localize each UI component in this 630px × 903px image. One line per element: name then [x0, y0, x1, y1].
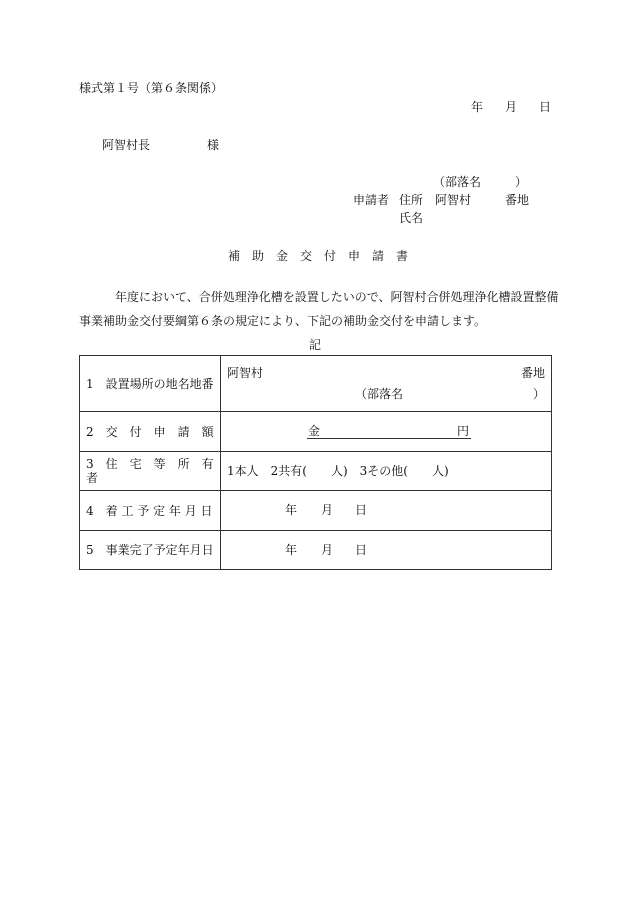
addressee-honorific: 様 — [207, 138, 220, 152]
addressee-mayor: 阿智村長 — [102, 138, 151, 152]
applicant-district-label: （部落名 — [433, 175, 482, 189]
row-label-owner: 3 住 宅 等 所 有 者 — [80, 452, 221, 491]
applicant-label: 申請者 — [353, 193, 390, 207]
start-date-day: 日 — [355, 503, 368, 517]
owner-value: 1本人 2共有( 人) 3その他( 人) — [221, 452, 552, 491]
location-village: 阿智村 — [227, 366, 264, 380]
document-title: 補 助 金 交 付 申 請 書 — [228, 249, 409, 263]
body-line-2: 事業補助金交付要綱第６条の規定により、下記の補助金交付を申請します。 — [79, 314, 487, 328]
end-date-month: 月 — [321, 543, 334, 557]
location-banchi: 番地 — [520, 366, 545, 380]
application-table — [79, 355, 552, 570]
start-date-cell — [221, 491, 552, 531]
ki-label: 記 — [309, 338, 322, 352]
date-year-label: 年 — [471, 100, 484, 114]
table-row — [80, 356, 552, 412]
amount-underline — [307, 424, 471, 439]
row-label-end-date: 5 事業完了予定年月日 — [80, 531, 221, 570]
table-row — [80, 452, 552, 491]
body-line-1: 年度において、合併処理浄化槽を設置したいので、阿智村合併処理浄化槽設置整備 — [115, 290, 559, 304]
applicant-address-village: 阿智村 — [435, 193, 472, 207]
row-label-amount: 2 交 付 申 請 額 — [80, 412, 221, 452]
start-date-year: 年 — [285, 503, 298, 517]
amount-value-cell — [221, 412, 552, 452]
amount-yen: 円 — [457, 424, 470, 438]
location-district-close: ） — [532, 387, 545, 401]
end-date-year: 年 — [285, 543, 298, 557]
amount-kin: 金 — [308, 424, 321, 438]
date-day-label: 日 — [539, 100, 552, 114]
table-row — [80, 491, 552, 531]
end-date-cell — [221, 531, 552, 570]
location-district: （部落名 — [355, 387, 404, 401]
location-value-cell — [221, 356, 552, 412]
date-month-label: 月 — [505, 100, 518, 114]
row-label-start-date: 4 着 工 予 定 年 月 日 — [80, 491, 221, 531]
start-date-month: 月 — [321, 503, 334, 517]
applicant-address-banchi: 番地 — [505, 193, 530, 207]
form-number: 様式第１号（第６条関係） — [79, 81, 224, 95]
applicant-name-label: 氏名 — [399, 211, 424, 225]
applicant-address-label: 住所 — [399, 193, 424, 207]
applicant-district-close: ） — [515, 175, 528, 189]
row-label-location: 1 設置場所の地名地番 — [80, 356, 221, 412]
end-date-day: 日 — [355, 543, 368, 557]
table-row — [80, 531, 552, 570]
table-row — [80, 412, 552, 452]
